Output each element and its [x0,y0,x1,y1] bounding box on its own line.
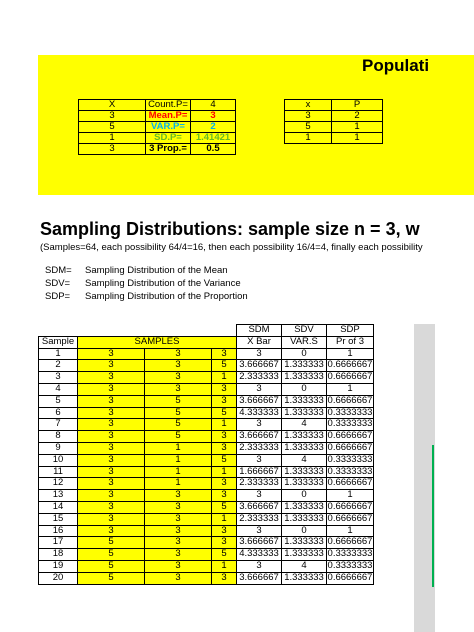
sample-value-cell[interactable]: 1 [212,372,237,384]
sample-number-cell[interactable]: 14 [39,501,78,513]
table-row [285,111,383,122]
sample-value-cell[interactable]: 3 [145,513,212,525]
cell[interactable]: 1 [332,122,383,133]
table-row [39,419,374,431]
table-row [79,100,236,111]
sdv-header[interactable]: SDV [282,325,327,337]
sample-value-cell[interactable]: 5 [78,560,145,572]
variance-cell[interactable]: 1.333333 [282,572,327,584]
proportion-cell[interactable]: 1 [327,383,374,395]
cell[interactable]: 5 [285,122,332,133]
table-row [39,572,374,584]
table-row [39,490,374,502]
sample-number-cell[interactable]: 18 [39,549,78,561]
sample-value-cell[interactable]: 1 [212,466,237,478]
xbar-cell[interactable]: 3.666667 [237,501,282,513]
proportion-cell[interactable]: 0.6666667 [327,536,373,548]
cell[interactable]: 2 [332,111,383,122]
sample-value-cell[interactable]: 1 [145,442,212,454]
population-title: Populati [362,56,430,75]
sample-value-cell[interactable]: 3 [212,442,237,454]
sample-value-cell[interactable]: 3 [212,478,237,490]
sample-header[interactable]: Sample [39,336,78,348]
proportion-cell[interactable]: 0.3333333 [327,548,373,560]
sample-value-cell[interactable]: 3 [145,360,212,372]
table-row [285,122,383,133]
mean-label-cell[interactable]: Mean.P= [146,111,191,122]
sample-value-cell[interactable]: 3 [78,407,145,419]
proportion-value-cell[interactable]: 0.5 [191,144,236,155]
table-row [285,100,383,111]
variance-cell[interactable]: 1.333333 [282,466,327,478]
proportion-cell[interactable]: 0.3333333 [327,418,373,430]
sdm-header[interactable]: SDM [237,325,282,337]
table-row [39,360,374,372]
variance-cell[interactable]: 1.333333 [282,442,327,454]
sample-value-cell[interactable]: 3 [145,383,212,395]
table-row [79,133,236,144]
proportion-label-cell[interactable]: 3 Prop.= [146,144,191,155]
sample-value-cell[interactable]: 3 [78,395,145,407]
sample-value-cell[interactable]: 3 [145,525,212,537]
sample-value-cell[interactable]: 1 [212,513,237,525]
sample-value-cell[interactable]: 3 [78,454,145,466]
sample-value-cell[interactable]: 3 [212,525,237,537]
sample-value-cell[interactable]: 3 [78,501,145,513]
cell[interactable]: 3 [79,144,146,155]
sample-value-cell[interactable]: 3 [145,372,212,384]
xbar-cell[interactable]: 2.333333 [237,478,282,490]
green-marker-line [432,445,434,587]
proportion-cell[interactable]: 0.3333333 [327,407,373,418]
proportion-cell[interactable]: 0.6666667 [327,513,373,524]
variance-cell[interactable]: 4 [282,419,327,431]
xbar-cell[interactable]: 3 [237,525,282,537]
sampling-distribution-table [38,324,374,585]
table-row [39,442,374,454]
sample-value-cell[interactable]: 1 [145,478,212,490]
sample-value-cell[interactable]: 3 [145,490,212,502]
cell[interactable]: 1 [285,133,332,144]
sample-value-cell[interactable]: 3 [78,419,145,431]
proportion-cell[interactable]: 0.6666667 [327,359,373,371]
xbar-cell[interactable]: 3 [237,348,282,360]
cell[interactable]: Count.P= [146,100,191,111]
sample-value-cell[interactable]: 5 [145,431,212,443]
proportion-cell[interactable]: 0.6666667 [327,477,373,489]
sample-value-cell[interactable]: 3 [78,513,145,525]
proportion-cell[interactable]: 1 [327,348,374,360]
column-header-row [39,336,374,348]
table-row [79,122,236,133]
sample-number-cell[interactable]: 19 [39,560,78,572]
xbar-cell[interactable]: 1.666667 [237,466,282,478]
sample-value-cell[interactable]: 3 [78,383,145,395]
sample-value-cell[interactable]: 3 [145,537,212,549]
sample-value-cell[interactable]: 5 [212,360,237,372]
variance-cell[interactable]: 1.333333 [282,537,327,549]
variance-cell[interactable]: 1.333333 [282,513,327,525]
proportion-cell[interactable]: 0.6666667 [327,371,373,383]
definition-text: Sampling Distribution of the Proportion [85,291,248,302]
sample-number-cell[interactable]: 5 [39,395,78,407]
variance-cell[interactable]: 1.333333 [282,395,327,407]
sample-value-cell[interactable]: 5 [78,572,145,584]
sample-value-cell[interactable]: 3 [212,395,237,407]
table-row [39,513,374,525]
table-row [39,372,374,384]
proportion-cell[interactable]: 0.6666667 [327,501,373,512]
sample-value-cell[interactable]: 5 [145,407,212,419]
sample-value-cell[interactable]: 3 [78,360,145,372]
proportion-cell[interactable]: 0.6666667 [327,442,373,453]
samples-note: (Samples=64, each possibility 64/4=16, then each possibility 16/4=4, finally each possibility [40,242,423,253]
variance-cell[interactable]: 1.333333 [282,360,327,372]
var-header[interactable]: VAR.S [282,336,327,348]
definition-term: SDP= [45,291,71,302]
blank-cell [78,325,237,337]
variance-cell[interactable]: 1.333333 [282,501,327,513]
table-row [39,466,374,478]
blank-cell [39,325,78,337]
xbar-cell[interactable]: 4.333333 [237,549,282,561]
sample-value-cell[interactable]: 1 [212,419,237,431]
sample-value-cell[interactable]: 5 [78,549,145,561]
sample-value-cell[interactable]: 5 [212,501,237,513]
xbar-cell[interactable]: 3.666667 [237,572,282,584]
sample-value-cell[interactable]: 3 [145,572,212,584]
sample-number-cell[interactable]: 8 [39,431,78,443]
sample-value-cell[interactable]: 1 [145,454,212,466]
table-row [39,501,374,513]
table-row [285,133,383,144]
sample-value-cell[interactable]: 3 [78,431,145,443]
table-row [39,537,374,549]
definition-sdv [45,278,241,289]
variance-cell[interactable]: 0 [282,383,327,395]
sample-number-cell[interactable]: 3 [39,372,78,384]
xbar-cell[interactable]: 2.333333 [237,372,282,384]
sample-value-cell[interactable]: 3 [78,490,145,502]
sample-number-cell[interactable]: 9 [39,442,78,454]
group-header-row [39,325,374,337]
sample-value-cell[interactable]: 3 [145,501,212,513]
variance-cell[interactable]: 0 [282,525,327,537]
table-row [39,478,374,490]
table-row [39,549,374,561]
cell[interactable]: 4 [191,100,236,111]
xbar-header[interactable]: X Bar [237,336,282,348]
sample-number-cell[interactable]: 7 [39,419,78,431]
mean-value-cell[interactable]: 3 [191,111,236,122]
xbar-cell[interactable]: 2.333333 [237,442,282,454]
xbar-cell[interactable]: 4.333333 [237,407,282,419]
cell[interactable]: 1 [79,133,146,144]
table-row [39,560,374,572]
variance-cell[interactable]: 1.333333 [282,407,327,419]
sample-value-cell[interactable]: 3 [78,478,145,490]
xbar-cell[interactable]: 3.666667 [237,360,282,372]
sample-value-cell[interactable]: 1 [145,466,212,478]
section-heading: Sampling Distributions: sample size n = 3, w [40,219,420,239]
sample-number-cell[interactable]: 12 [39,478,78,490]
sample-value-cell[interactable]: 3 [212,431,237,443]
sample-number-cell[interactable]: 10 [39,454,78,466]
sample-value-cell[interactable]: 5 [212,549,237,561]
proportion-cell[interactable]: 0.6666667 [327,395,373,406]
sample-number-cell[interactable]: 11 [39,466,78,478]
variance-cell[interactable]: 0 [282,348,327,360]
xbar-cell[interactable]: 3 [237,490,282,502]
definition-text: Sampling Distribution of the Mean [85,265,228,276]
variance-cell[interactable]: 4 [282,454,327,466]
cell[interactable]: 5 [79,122,146,133]
definition-term: SDM= [45,265,72,276]
sample-value-cell[interactable]: 5 [145,395,212,407]
sd-label-cell[interactable]: SD.P= [146,133,191,144]
population-stats-table [78,99,236,155]
variance-cell[interactable]: 1.333333 [282,431,327,443]
sample-number-cell[interactable]: 13 [39,490,78,502]
sample-number-cell[interactable]: 15 [39,513,78,525]
sample-number-cell[interactable]: 2 [39,360,78,372]
table-row [39,407,374,419]
sample-value-cell[interactable]: 3 [212,537,237,549]
sample-value-cell[interactable]: 5 [145,419,212,431]
sample-value-cell[interactable]: 5 [212,407,237,419]
cell[interactable]: P [332,100,383,111]
sdp-header[interactable]: SDP [327,325,374,337]
cell[interactable]: 3 [79,111,146,122]
variance-cell[interactable]: 1.333333 [282,372,327,384]
xbar-cell[interactable]: 3.666667 [237,431,282,443]
definition-term: SDV= [45,278,71,289]
sample-value-cell[interactable]: 3 [78,525,145,537]
table-row [39,395,374,407]
variance-value-cell[interactable]: 2 [191,122,236,133]
sample-value-cell[interactable]: 3 [78,348,145,360]
sample-number-cell[interactable]: 16 [39,525,78,537]
sample-value-cell[interactable]: 3 [78,442,145,454]
definition-sdm [45,265,228,276]
sample-value-cell[interactable]: 1 [212,560,237,572]
table-row [39,348,374,360]
xbar-cell[interactable]: 3.666667 [237,537,282,549]
proportion-cell[interactable]: 1 [327,525,374,537]
definition-sdp [45,291,248,302]
xbar-cell[interactable]: 3 [237,419,282,431]
sample-number-cell[interactable]: 6 [39,407,78,419]
sample-value-cell[interactable]: 3 [212,572,237,584]
table-row [39,383,374,395]
cell[interactable]: x [285,100,332,111]
proportion-cell[interactable]: 1 [327,490,374,502]
sample-number-cell[interactable]: 17 [39,537,78,549]
sample-value-cell[interactable]: 3 [212,383,237,395]
sd-value-cell[interactable]: 1.41421 [191,133,236,144]
sample-number-cell[interactable]: 4 [39,383,78,395]
table-row [79,111,236,122]
sample-value-cell[interactable]: 5 [212,454,237,466]
sample-value-cell[interactable]: 5 [78,537,145,549]
samples-header[interactable]: SAMPLES [78,336,237,348]
cell[interactable]: 3 [285,111,332,122]
definition-text: Sampling Distribution of the Variance [85,278,241,289]
proportion-cell[interactable]: 0.3333333 [327,560,373,571]
sample-value-cell[interactable]: 3 [145,348,212,360]
table-row [39,431,374,443]
table-row [79,144,236,155]
sample-value-cell[interactable]: 3 [78,466,145,478]
cell[interactable]: 1 [332,133,383,144]
table-row [39,525,374,537]
xbar-cell[interactable]: 2.333333 [237,513,282,525]
xbar-cell[interactable]: 3 [237,454,282,466]
sample-value-cell[interactable]: 3 [212,348,237,360]
variance-cell[interactable]: 1.333333 [282,549,327,561]
sample-value-cell[interactable]: 3 [145,549,212,561]
proportion-cell[interactable]: 0.3333333 [327,454,373,465]
sample-value-cell[interactable]: 3 [212,490,237,502]
xbar-cell[interactable]: 3 [237,560,282,572]
proportion-cell[interactable]: 0.6666667 [327,430,373,442]
table-row [39,454,374,466]
cell[interactable]: X [79,100,146,111]
prop-header[interactable]: Pr of 3 [327,336,374,348]
variance-label-cell[interactable]: VAR.P= [146,122,191,133]
variance-cell[interactable]: 0 [282,490,327,502]
xbar-cell[interactable]: 3.666667 [237,395,282,407]
variance-cell[interactable]: 1.333333 [282,478,327,490]
sample-value-cell[interactable]: 3 [145,560,212,572]
frequency-table [284,99,383,144]
sample-number-cell[interactable]: 20 [39,572,78,584]
proportion-cell[interactable]: 0.3333333 [327,466,373,477]
proportion-cell[interactable]: 0.6666667 [327,572,373,583]
sample-number-cell[interactable]: 1 [39,348,78,360]
xbar-cell[interactable]: 3 [237,383,282,395]
sample-value-cell[interactable]: 3 [78,372,145,384]
variance-cell[interactable]: 4 [282,560,327,572]
